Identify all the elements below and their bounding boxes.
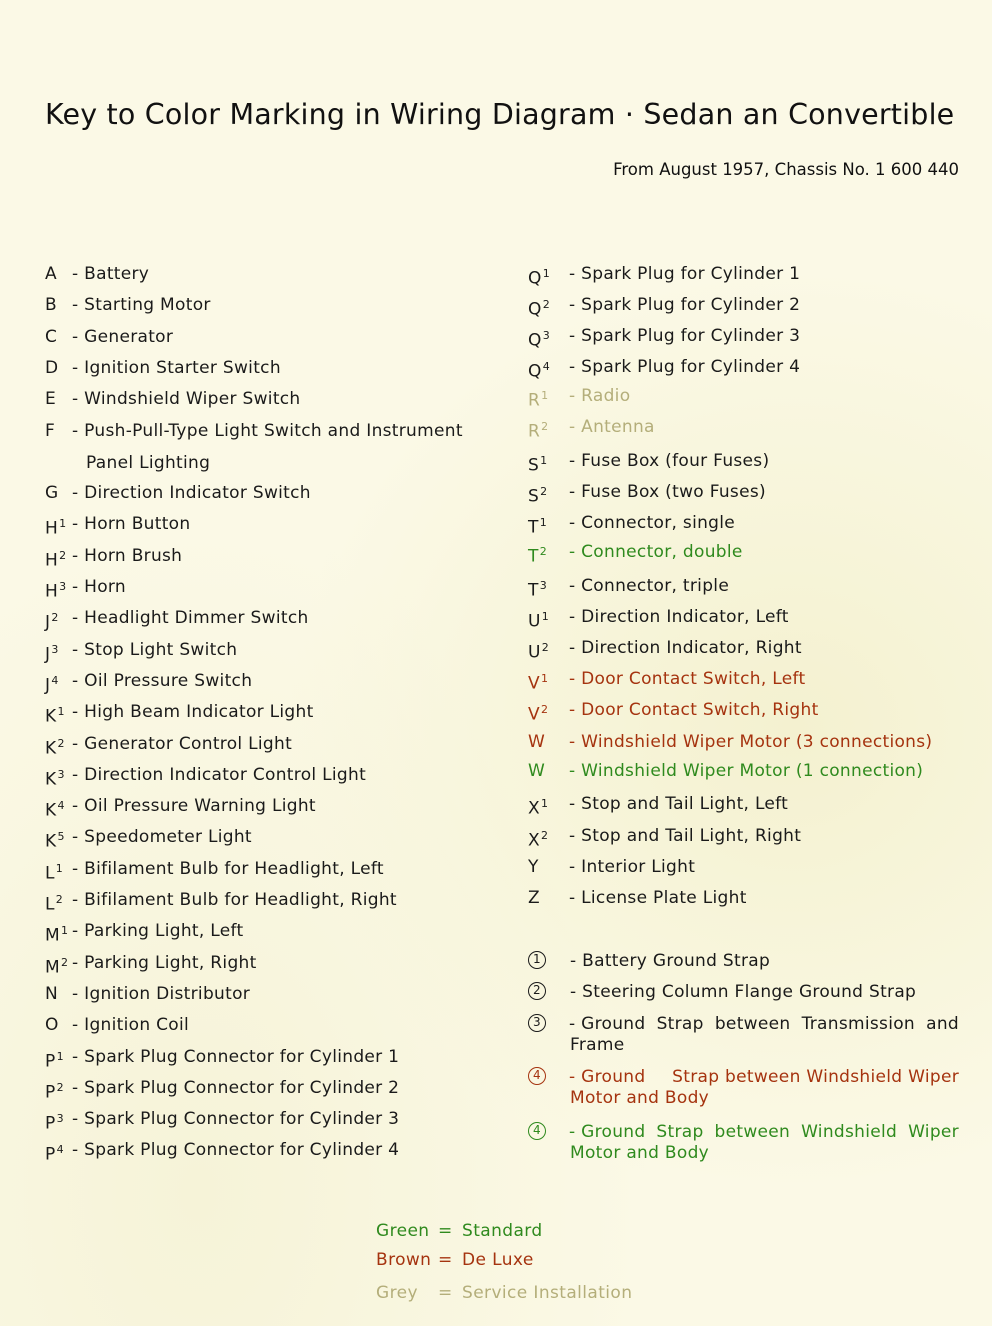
item-code: $T^3$ (528, 579, 547, 601)
item-description: - Spark Plug Connector for Cylinder 3 (72, 1109, 400, 1129)
description-word: Strap (656, 1122, 704, 1142)
item-code: $X^2$ (528, 829, 549, 851)
item-code-superscript: 1 (57, 705, 65, 718)
item-description: - Direction Indicator Switch (72, 483, 311, 503)
description-word: - Ground (569, 1014, 646, 1034)
item-code-superscript: 1 (60, 924, 69, 937)
description-word: between (714, 1014, 791, 1034)
item-code-superscript: 2 (542, 298, 550, 311)
item-description: - Steering Column Flange Ground Strap (570, 982, 917, 1002)
item-description: - Oil Pressure Warning Light (72, 796, 316, 816)
item-code: W (528, 732, 546, 752)
item-description: - Spark Plug Connector for Cylinder 1 (72, 1047, 400, 1067)
item-code: Y (528, 857, 539, 877)
item-code-superscript: 1 (539, 516, 547, 529)
item-description: - Ignition Coil (72, 1015, 190, 1035)
item-description: - Door Contact Switch, Left (569, 669, 806, 689)
item-code-superscript: 4 (542, 360, 550, 373)
item-code: $T^1$ (528, 516, 547, 538)
legend-color-name: Brown (376, 1250, 432, 1270)
item-code-superscript: 3 (56, 1112, 64, 1125)
item-description-continued: Motor and Body (570, 1088, 710, 1108)
item-description: - Stop and Tail Light, Right (569, 826, 802, 846)
circled-number: 3 (528, 1014, 546, 1032)
description-word: Transmission (801, 1014, 915, 1034)
item-description: - Generator Control Light (72, 734, 293, 754)
description-word: between (714, 1122, 791, 1142)
item-code-superscript: 5 (57, 830, 65, 843)
item-code: $U^1$ (528, 610, 550, 632)
item-description: - Fuse Box (two Fuses) (569, 482, 766, 502)
item-description: - Push-Pull-Type Light Switch and Instrument (72, 421, 463, 441)
item-code: $V^2$ (528, 703, 549, 725)
description-word: - Ground (569, 1067, 646, 1087)
circled-number: 4 (528, 1067, 546, 1085)
item-description: - Headlight Dimmer Switch (72, 608, 309, 628)
item-code: $K^2$ (45, 737, 65, 759)
page-subtitle: From August 1957, Chassis No. 1 600 440 (613, 160, 959, 179)
item-code: N (45, 984, 59, 1004)
item-code-superscript: 2 (539, 545, 547, 558)
item-description-line (569, 1066, 959, 1088)
item-code: $T^2$ (528, 545, 547, 567)
item-description: - Spark Plug for Cylinder 4 (569, 357, 801, 377)
item-description: - License Plate Light (569, 888, 747, 908)
legend-meaning: De Luxe (462, 1250, 534, 1270)
legend-equals: = (438, 1283, 453, 1303)
item-description: - Horn Button (72, 514, 191, 534)
item-description: - Spark Plug for Cylinder 2 (569, 295, 801, 315)
item-code: $J^2$ (45, 611, 59, 633)
item-description: - High Beam Indicator Light (72, 702, 314, 722)
circled-number: 4 (528, 1122, 546, 1140)
item-description: - Horn (72, 577, 126, 597)
description-word: Strap (656, 1014, 704, 1034)
item-code: $H^2$ (45, 549, 67, 571)
item-code-superscript: 1 (540, 454, 548, 467)
item-code-superscript: 2 (57, 737, 65, 750)
item-description: - Parking Light, Right (72, 953, 257, 973)
item-description: - Spark Plug for Cylinder 3 (569, 326, 801, 346)
item-description: - Door Contact Switch, Right (569, 700, 819, 720)
legend-meaning: Standard (462, 1221, 543, 1241)
item-description: - Spark Plug Connector for Cylinder 4 (72, 1140, 400, 1160)
item-code: $L^2$ (45, 893, 64, 915)
item-code-superscript: 4 (57, 799, 65, 812)
item-code: $P^4$ (45, 1143, 64, 1165)
item-code-superscript: 2 (540, 485, 548, 498)
item-code: $J^4$ (45, 674, 59, 696)
item-code-superscript: 2 (541, 641, 550, 654)
item-code-superscript: 3 (539, 579, 547, 592)
description-word: Windshield (801, 1122, 898, 1142)
item-code: O (45, 1015, 59, 1035)
item-code: A (45, 264, 57, 284)
item-code-superscript: 4 (56, 1143, 64, 1156)
item-description: - Ignition Distributor (72, 984, 251, 1004)
item-code-superscript: 1 (541, 389, 549, 402)
item-code-superscript: 3 (51, 643, 59, 656)
item-description: - Interior Light (569, 857, 696, 877)
item-code-superscript: 4 (51, 674, 59, 687)
item-code: $L^1$ (45, 862, 64, 884)
item-code: $Q^4$ (528, 360, 550, 382)
item-code: $U^2$ (528, 641, 550, 663)
item-code: $K^1$ (45, 705, 65, 727)
item-code: $R^2$ (528, 420, 549, 442)
circled-number: 2 (528, 982, 546, 1000)
item-code: F (45, 421, 56, 441)
item-description: - Spark Plug Connector for Cylinder 2 (72, 1078, 400, 1098)
legend-equals: = (438, 1250, 453, 1270)
item-description: - Spark Plug for Cylinder 1 (569, 264, 801, 284)
item-description-continued: Panel Lighting (86, 453, 211, 473)
item-code-superscript: 2 (55, 893, 64, 906)
item-description-continued: Motor and Body (570, 1143, 710, 1163)
item-code: $K^3$ (45, 768, 65, 790)
item-code-superscript: 3 (542, 329, 550, 342)
item-code: W (528, 761, 546, 781)
item-code-superscript: 2 (51, 611, 59, 624)
item-code: $R^1$ (528, 389, 549, 411)
item-code-superscript: 1 (55, 862, 64, 875)
item-code: E (45, 389, 57, 409)
item-code: $H^3$ (45, 580, 67, 602)
item-code: $M^1$ (45, 924, 69, 946)
item-code: $K^5$ (45, 830, 65, 852)
item-description: - Antenna (569, 417, 655, 437)
item-description: - Starting Motor (72, 295, 211, 315)
item-code: $S^1$ (528, 454, 548, 476)
item-code: $P^2$ (45, 1081, 64, 1103)
description-word: Wiper (908, 1122, 959, 1142)
item-code: $S^2$ (528, 485, 548, 507)
item-description-line (569, 1121, 959, 1143)
item-code: $H^1$ (45, 517, 67, 539)
item-code: $Q^2$ (528, 298, 550, 320)
item-code: $V^1$ (528, 672, 549, 694)
item-code: $X^1$ (528, 797, 549, 819)
item-code-superscript: 3 (57, 768, 65, 781)
item-description-continued: Frame (570, 1035, 625, 1055)
item-description: - Direction Indicator, Left (569, 607, 789, 627)
item-description: - Bifilament Bulb for Headlight, Right (72, 890, 397, 910)
legend-color-name: Green (376, 1221, 430, 1241)
item-code-superscript: 2 (56, 1081, 64, 1094)
item-description: - Direction Indicator Control Light (72, 765, 367, 785)
item-code-superscript: 2 (59, 549, 67, 562)
item-description: - Battery (72, 264, 150, 284)
item-description: - Horn Brush (72, 546, 183, 566)
item-code: Z (528, 888, 540, 908)
item-code-superscript: 3 (59, 580, 67, 593)
item-description: - Generator (72, 327, 174, 347)
item-code-superscript: 1 (540, 797, 549, 810)
item-description: - Connector, single (569, 513, 736, 533)
item-code-superscript: 1 (541, 610, 550, 623)
circled-number: 1 (528, 951, 546, 969)
item-code-superscript: 2 (540, 703, 549, 716)
item-code: $Q^3$ (528, 329, 550, 351)
item-code: C (45, 327, 58, 347)
item-code-superscript: 2 (541, 420, 549, 433)
item-code: G (45, 483, 59, 503)
item-description: - Oil Pressure Switch (72, 671, 253, 691)
item-description: - Windshield Wiper Motor (1 connection) (569, 761, 924, 781)
item-description: - Battery Ground Strap (570, 951, 771, 971)
item-description: - Speedometer Light (72, 827, 252, 847)
item-description: - Connector, triple (569, 576, 730, 596)
item-description: - Windshield Wiper Switch (72, 389, 301, 409)
item-description: - Stop and Tail Light, Left (569, 794, 789, 814)
item-code-superscript: 2 (60, 956, 69, 969)
page-title: Key to Color Marking in Wiring Diagram · Sedan an Convertible (45, 98, 955, 131)
item-code-superscript: 1 (540, 672, 549, 685)
item-code: $P^3$ (45, 1112, 64, 1134)
item-code: $M^2$ (45, 956, 69, 978)
item-code: $Q^1$ (528, 267, 550, 289)
item-code-superscript: 1 (56, 1050, 64, 1063)
item-description: - Radio (569, 386, 631, 406)
item-description: - Stop Light Switch (72, 640, 238, 660)
item-description: - Connector, double (569, 542, 743, 562)
item-code: $P^1$ (45, 1050, 64, 1072)
item-code: D (45, 358, 59, 378)
item-code-superscript: 1 (59, 517, 67, 530)
legend-color-name: Grey (376, 1283, 418, 1303)
description-word: - Ground (569, 1122, 646, 1142)
item-code: B (45, 295, 57, 315)
description-word: and (926, 1014, 959, 1034)
item-description: - Ignition Starter Switch (72, 358, 281, 378)
item-code-superscript: 1 (542, 267, 550, 280)
item-code: $J^3$ (45, 643, 59, 665)
item-description: - Direction Indicator, Right (569, 638, 802, 658)
item-description: - Bifilament Bulb for Headlight, Left (72, 859, 384, 879)
description-word: Strap between Windshield Wiper (672, 1067, 959, 1087)
item-description: - Parking Light, Left (72, 921, 244, 941)
legend-equals: = (438, 1221, 453, 1241)
item-code: $K^4$ (45, 799, 65, 821)
item-description: - Fuse Box (four Fuses) (569, 451, 770, 471)
legend-meaning: Service Installation (462, 1283, 633, 1303)
item-description: - Windshield Wiper Motor (3 connections) (569, 732, 933, 752)
item-code-superscript: 2 (540, 829, 549, 842)
item-description-line (569, 1013, 959, 1035)
